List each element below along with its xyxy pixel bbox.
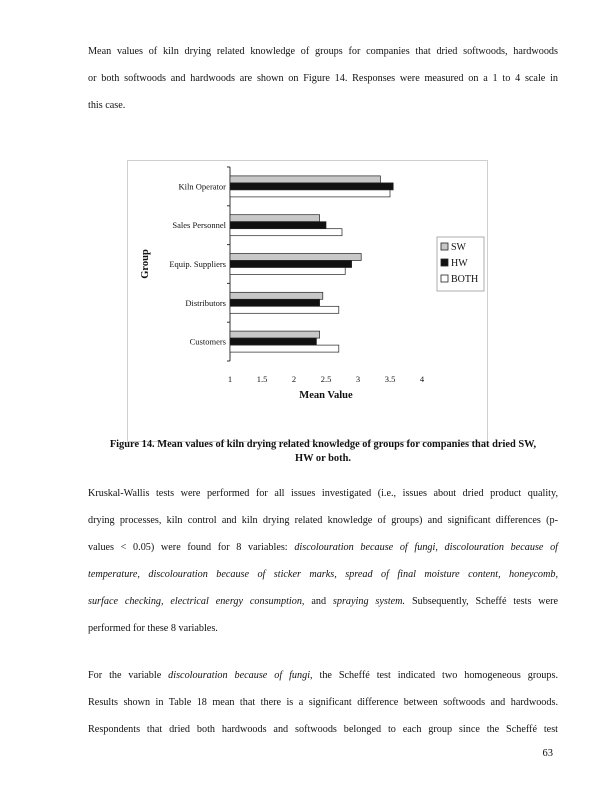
- legend-swatch-both: [441, 275, 448, 282]
- bar-sw: [230, 215, 320, 222]
- text-line: this case.: [88, 100, 126, 111]
- kruskal-wallis-paragraph: [88, 480, 558, 642]
- bar-hw: [230, 338, 316, 345]
- bar-both: [230, 345, 339, 352]
- text-line: drying processes, kiln control and kiln drying related knowledge of groups) and significant differences (p-: [88, 515, 558, 526]
- legend-label: BOTH: [451, 274, 479, 285]
- bar-hw: [230, 261, 352, 268]
- y-axis-label: Group: [140, 249, 151, 279]
- text-segment: the Scheffé test indicated two homogeneous groups.: [319, 670, 559, 681]
- text-segment: Subsequently, Scheffé tests were: [411, 596, 559, 607]
- bar-hw: [230, 299, 320, 306]
- figure-caption: [88, 438, 558, 466]
- bar-sw: [230, 254, 361, 261]
- italic-variable: temperature, discolouration because of sticker marks, spread of final moisture content, honeycomb,: [88, 569, 558, 580]
- x-tick-label: 2: [291, 374, 297, 384]
- category-label: Customers: [189, 336, 226, 347]
- legend-swatch-sw: [441, 243, 448, 250]
- italic-variable: discolouration because of fungi, discolouration because of: [294, 542, 558, 553]
- category-label: Kiln Operator: [178, 181, 226, 192]
- category-label: Distributors: [185, 297, 226, 308]
- bar-hw: [230, 183, 393, 190]
- italic-variable: surface checking, electrical energy consumption,: [88, 596, 305, 607]
- x-tick-label: 3.5: [384, 374, 396, 384]
- italic-variable: spraying system.: [332, 596, 406, 607]
- text-line: performed for these 8 variables.: [88, 623, 218, 634]
- text-line: Kruskal-Wallis tests were performed for all issues investigated (i.e., issues about dried product quality,: [88, 488, 558, 499]
- x-tick-label: 1.5: [256, 374, 268, 384]
- text-line: [88, 561, 558, 588]
- category-label: Sales Personnel: [172, 220, 226, 231]
- x-axis-label: Mean Value: [299, 390, 353, 401]
- legend-label: HW: [451, 258, 468, 269]
- bar-hw: [230, 222, 326, 229]
- legend-label: SW: [451, 242, 466, 253]
- bar-both: [230, 229, 342, 236]
- x-tick-label: 2.5: [320, 374, 332, 384]
- caption-line: HW or both.: [295, 453, 351, 464]
- text-segment: and: [311, 596, 327, 607]
- figure-frame: [127, 160, 488, 442]
- text-line: [88, 662, 558, 689]
- text-line: [88, 534, 558, 561]
- bar-both: [230, 306, 339, 313]
- italic-variable: discolouration because of fungi,: [168, 670, 313, 681]
- x-tick-label: 3: [355, 374, 361, 384]
- x-tick-label: 4: [419, 374, 425, 384]
- text-segment: For the variable: [88, 670, 162, 681]
- legend-swatch-hw: [441, 259, 448, 266]
- bar-sw: [230, 331, 320, 338]
- bar-sw: [230, 176, 380, 183]
- scheffe-paragraph: [88, 662, 558, 743]
- page-number: 63: [542, 748, 553, 759]
- text-line: Mean values of kiln drying related knowledge of groups for companies that dried softwoods, hardwoods: [88, 46, 558, 57]
- text-line: or both softwoods and hardwoods are shown on Figure 14. Responses were measured on a 1 to 4 scale in: [88, 73, 558, 84]
- text-segment: values < 0.05) were found for 8 variables:: [88, 542, 288, 553]
- bar-both: [230, 190, 390, 197]
- text-line: Respondents that dried both hardwoods and softwoods belonged to each group since the Scheffé test: [88, 724, 558, 735]
- category-label: Equip. Suppliers: [169, 259, 226, 269]
- x-tick-label: 1: [227, 374, 233, 384]
- bar-chart: [128, 161, 487, 441]
- intro-paragraph: [88, 38, 558, 119]
- text-line: Results shown in Table 18 mean that there is a significant difference between softwoods and hardwoods.: [88, 697, 558, 708]
- caption-line: Figure 14. Mean values of kiln drying related knowledge of groups for companies that dried SW,: [109, 439, 537, 450]
- text-line: [88, 588, 558, 615]
- bar-both: [230, 268, 345, 275]
- bar-sw: [230, 292, 323, 299]
